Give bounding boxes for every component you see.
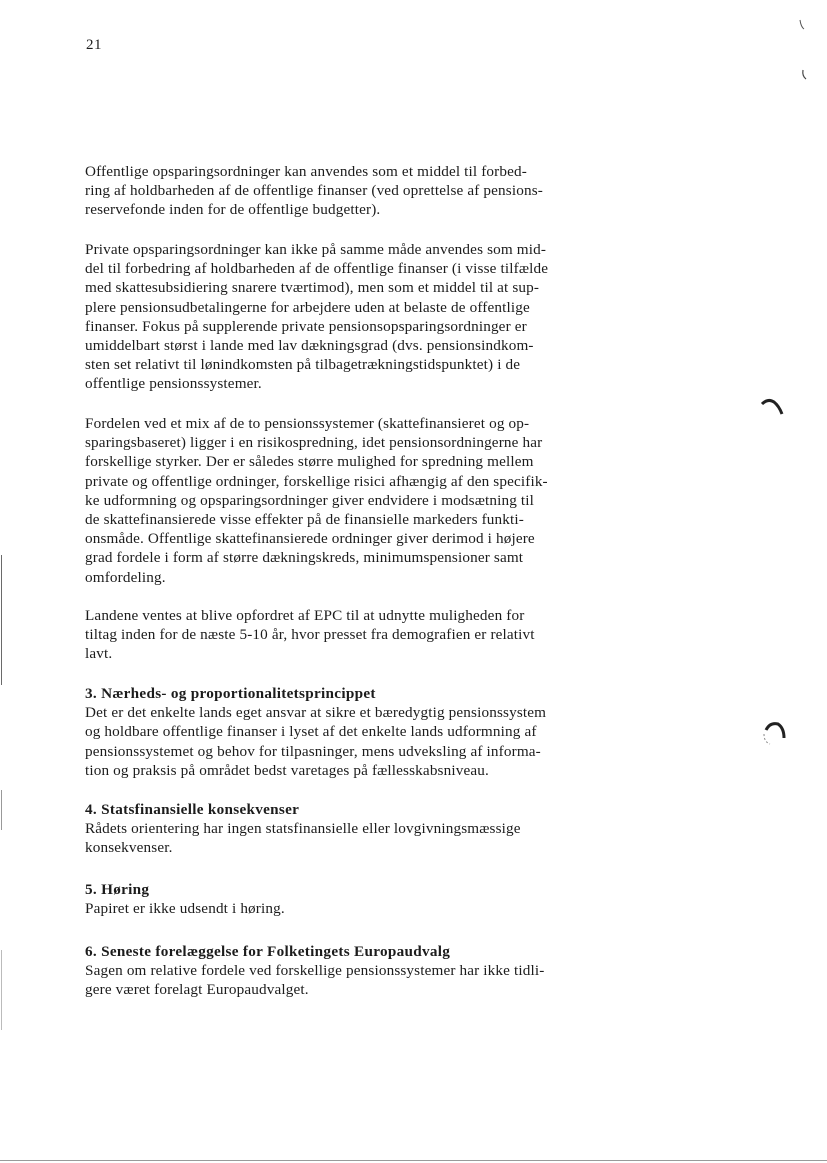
paragraph-mix-advantage bbox=[85, 414, 625, 587]
section-text: Det er det enkelte lands eget ansvar at sikre et bæredygtig pensionssystem og holdbare offentlige finanser i lyset af det enkelte lands udformning af pensionssystemet og behov for tilpasninger, mens udveksling af informa- tion og praksis på området bedst varetages på fællesskabsniveau. bbox=[85, 704, 547, 779]
section-fiscal-consequences bbox=[85, 800, 625, 858]
paragraph-text: Landene ventes at blive opfordret af EPC til at udnytte muligheden for tiltag inden for de næste 5-10 år, hvor presset fra demografien er relativt lavt. bbox=[85, 607, 535, 663]
paragraph-text: Private opsparingsordninger kan ikke på samme måde anvendes som mid- del til forbedring af holdbarheden af de offentlige finanser (i visse tilfælde med skattesubsidiering snarere tværtimod), men som et middel til at sup- plere pensionsudbetalingerne for arbejdere uden at belaste de offentlige finanser. Fokus på supplerende private pensionsopsparingsordninger er umiddelbart størst i lande med lav dækningsgrad (dvs. pensionsindkom- sten set relativt til lønindkomsten på tilbagetrækningstidspunktet) i de offentlige pensionssystemer. bbox=[85, 241, 549, 393]
section-text: Sagen om relative fordele ved forskellige pensionssystemer har ikke tidli- gere været forelagt Europaudvalget. bbox=[85, 962, 545, 999]
section-latest-presentation bbox=[85, 942, 625, 1000]
scan-edge-line bbox=[1, 555, 2, 685]
section-heading: 5. Høring bbox=[85, 881, 150, 898]
paragraph-text: Offentlige opsparingsordninger kan anvendes som et middel til forbed- ring af holdbarheden af de offentlige finanser (ved oprettelse af pensions- reservefonde inden for de offentlige budgetter). bbox=[85, 163, 543, 219]
paragraph-text: Fordelen ved et mix af de to pensionssystemer (skattefinansieret og op- sparingsbaseret) ligger i en risikospredning, idet pensionsordningerne har forskellige styrker. Der er således større mulighed for spredning mellem private og offentlige ordninger, forskellige risici afhængig af den specifik- ke udformning og opsparingsordninger giver endvidere i modsætning til de skattefinansierede visse effekter på de finansielle markeders funkti- onsmåde. Offentlige skattefinansierede ordninger giver derimod i højere grad fordele i form af større dækningskreds, minimumspensioner samt omfordeling. bbox=[85, 415, 548, 586]
scan-speck-mark bbox=[800, 68, 808, 82]
scan-speck-mark bbox=[798, 18, 806, 32]
scan-edge-line bbox=[1, 790, 2, 830]
section-heading: 4. Statsfinansielle konsekvenser bbox=[85, 801, 300, 818]
paragraph-private-savings bbox=[85, 240, 625, 394]
scan-bottom-line bbox=[0, 1160, 827, 1161]
hole-punch-mark bbox=[760, 396, 786, 418]
section-text: Rådets orientering har ingen statsfinansielle eller lovgivningsmæssige konsekvenser. bbox=[85, 820, 521, 857]
section-text: Papiret er ikke udsendt i høring. bbox=[85, 900, 285, 918]
hole-punch-mark bbox=[760, 720, 788, 748]
paragraph-epc bbox=[85, 606, 625, 664]
paragraph-public-savings bbox=[85, 162, 625, 220]
section-subsidiarity bbox=[85, 684, 625, 780]
scan-edge-line bbox=[1, 950, 2, 1030]
section-consultation bbox=[85, 880, 625, 918]
page-number: 21 bbox=[86, 37, 102, 53]
section-heading: 6. Seneste forelæggelse for Folketingets Europaudvalg bbox=[85, 943, 451, 960]
section-heading: 3. Nærheds- og proportionalitetsprincippet bbox=[85, 685, 376, 702]
